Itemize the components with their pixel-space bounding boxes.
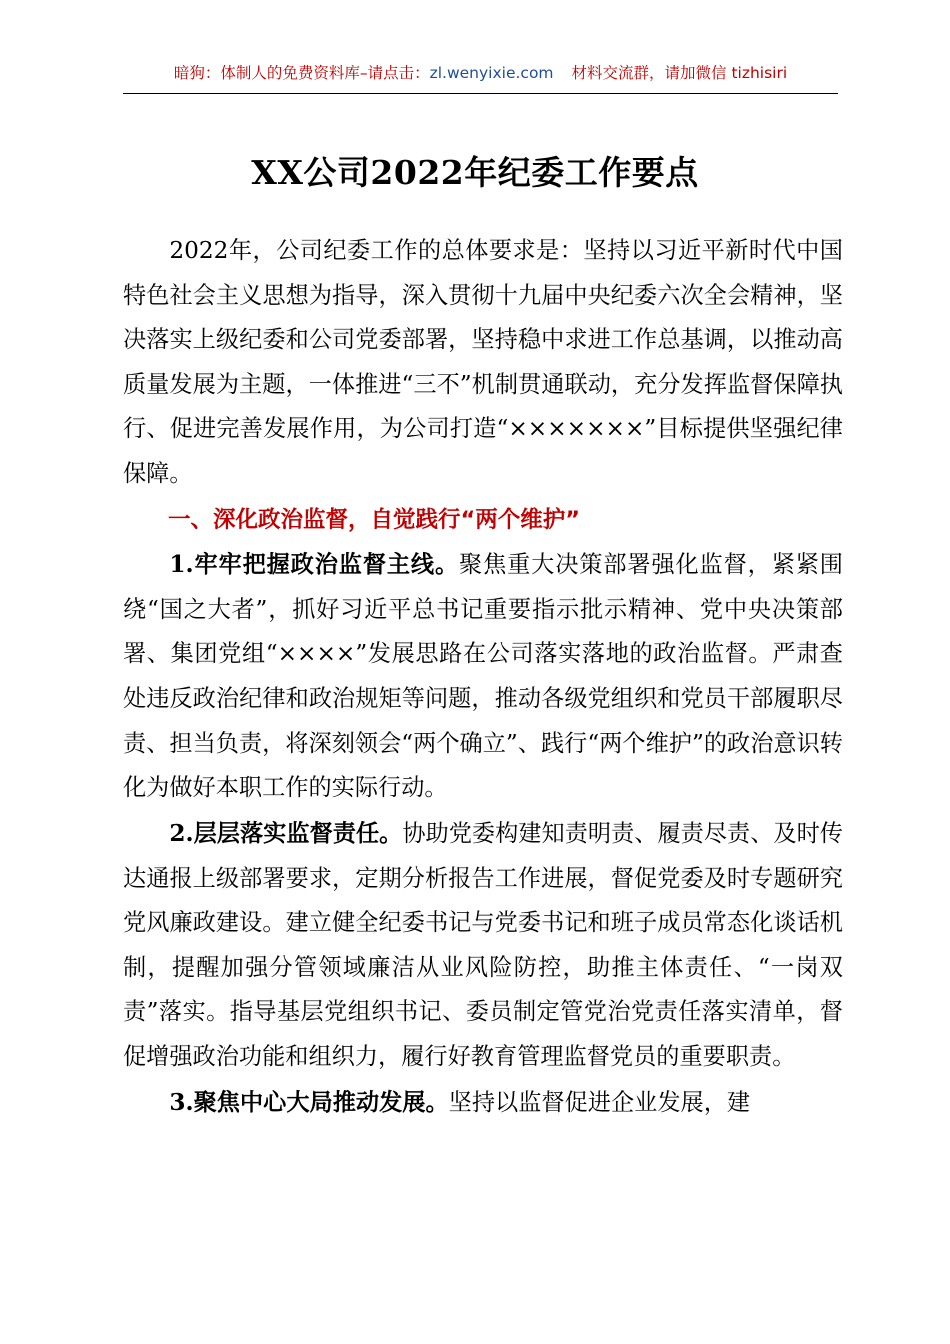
header-url-link[interactable]: zl.wenyixie.com [429, 64, 554, 82]
document-title: XX公司2022年纪委工作要点 [251, 153, 699, 192]
item-text: 坚持以监督促进企业发展，建 [448, 1089, 751, 1117]
item-text: 协助党委构建知责明责、履责尽责、及时传达通报上级部署要求，定期分析报告工作进展，督促党委及时专题研究党风廉政建设。建立健全纪委书记与党委书记和班子成员常态化谈话机制，提醒加强分管领域廉洁从业风险防控，助推主体责任、“一岗双责”落实。指导基层党组织书记、委员制定管党治党责任落实清单，督促增强政治功能和组织力，履行好教育管理监督党员的重要职责。 [123, 820, 843, 1071]
header-brand: 暗狗：体制人的免费资料库 [173, 64, 360, 82]
list-item [123, 812, 843, 1080]
page-header [123, 60, 838, 94]
item-lead: 1.牢牢把握政治监督主线。 [169, 551, 460, 579]
list-item [123, 1081, 843, 1126]
list-item [123, 543, 843, 811]
header-group-note: 材料交流群，请加微信 tizhisiri [571, 64, 788, 82]
header-click-prefix: –请点击： [359, 64, 430, 82]
document-body [123, 229, 843, 1127]
item-lead: 3.聚焦中心大局推动发展。 [169, 1089, 449, 1117]
intro-paragraph: 2022年，公司纪委工作的总体要求是：坚持以习近平新时代中国特色社会主义思想为指导，深入贯彻十九届中央纪委六次全会精神，坚决落实上级纪委和公司党委部署，坚持稳中求进工作总基调，以推动高质量发展为主题，一体推进“三不”机制贯通联动，充分发挥监督保障执行、促进完善发展作用，为公司打造“×××××××”目标提供坚强纪律保障。 [123, 237, 843, 487]
section-heading: 一、深化政治监督，自觉践行“两个维护” [168, 506, 581, 533]
item-lead: 2.层层落实监督责任。 [169, 820, 403, 848]
item-text: 聚焦重大决策部署强化监督，紧紧围绕“国之大者”，抓好习近平总书记重要指示批示精神、党中央决策部署、集团党组“××××”发展思路在公司落实落地的政治监督。严肃查处违反政治纪律和政治规矩等问题，推动各级党组织和党员干部履职尽责、担当负责，将深刻领会“两个确立”、践行“两个维护”的政治意识转化为做好本职工作的实际行动。 [123, 551, 843, 802]
